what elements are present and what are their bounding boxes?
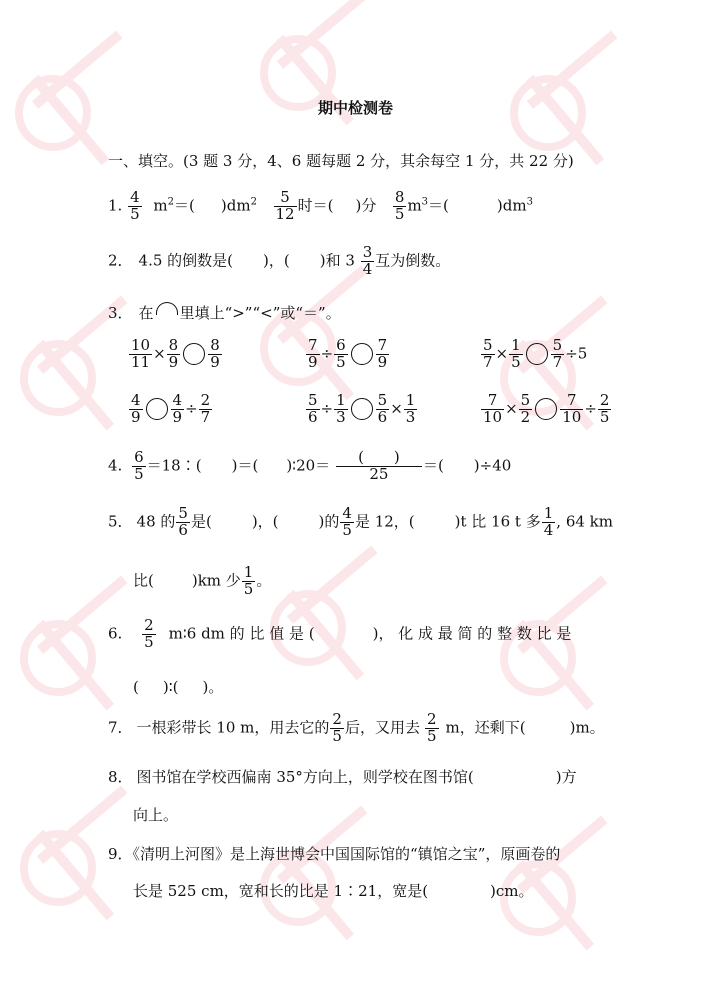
question-9-cont: 长是 525 cm，宽和长的比是 1∶21，宽是( )cm。 (133, 882, 534, 900)
answer-circle[interactable] (146, 398, 168, 420)
question-8-cont: 向上。 (133, 806, 179, 824)
comparison-f: $\frac{7}{10}$ × $\frac{5}{2}$ $\frac{7}{10}$ ÷ $\frac{2}{5}$ (483, 391, 610, 426)
comparison-c: $\frac{5}{7}$ × $\frac{1}{5}$ $\frac{5}{7}$ ÷5 (483, 336, 588, 371)
comparison-d: $\frac{4}{9}$ $\frac{4}{9}$ ÷ $\frac{2}{7}$ (131, 391, 211, 426)
question-1: 1. $\frac{4}{5}$ $m^2=$( )$dm^2$ $\frac{5}{12}$ 时＝( )分 $\frac{8}{5}$ $m^3=$( )$dm^3$ (108, 188, 533, 223)
question-3: 3． 在 里填上“>”“<”或“＝”。 (108, 304, 341, 322)
question-6: 6. $\frac{2}{5}$ m∶6 dm 的 比 值 是 ( )， 化 成 最 简 的 整 数 比 是 (108, 616, 572, 651)
answer-circle[interactable] (351, 343, 373, 365)
comparison-e: $\frac{5}{6}$ ÷ $\frac{1}{3}$ $\frac{5}{6}$ × $\frac{1}{3}$ (308, 391, 416, 426)
compare-circle-icon (156, 302, 178, 315)
fraction: $\frac{8}{5}$ (394, 188, 405, 223)
question-2: 2． 4.5 的倒数是( )，( )和 3 $\frac{3}{4}$ 互为倒数。 (108, 243, 451, 278)
comparison-b: $\frac{7}{9}$ ÷ $\frac{6}{5}$ $\frac{7}{9}$ (308, 336, 388, 371)
answer-circle[interactable] (535, 398, 557, 420)
question-4: 4. $\frac{6}{5}$ ＝18∶( )＝( )∶20＝ $\frac{( )}{25}$ ＝( )÷40 (108, 448, 512, 483)
answer-circle[interactable] (526, 343, 548, 365)
question-8: 8． 图书馆在学校西偏南 35°方向上，则学校在图书馆( )方 (108, 768, 577, 786)
question-5-cont: 比( )km 少 $\frac{1}{5}$ 。 (133, 563, 272, 598)
fraction: $\frac{4}{5}$ (130, 188, 140, 223)
page-title: 期中检测卷 (317, 99, 393, 117)
watermark (15, 45, 165, 195)
section-heading: 一、填空。(3 题 3 分，4、6 题每题 2 分，其余每空 1 分，共 22 分) (108, 152, 574, 170)
watermark (510, 45, 660, 195)
comparison-a: $\frac{10}{11}$ × $\frac{8}{9}$ $\frac{8}{9}$ (131, 336, 220, 371)
fraction: $\frac{3}{4}$ (362, 243, 373, 278)
question-5: 5． 48 的 $\frac{5}{6}$ 是( )，( )的 $\frac{4}{5}$ 是 12，( )t 比 16 t 多 $\frac{1}{4}$ , 64 km (108, 504, 613, 539)
question-6-cont: ( )∶( )。 (133, 678, 224, 696)
answer-circle[interactable] (183, 343, 205, 365)
question-7: 7． 一根彩带长 10 m，用去它的 $\frac{2}{5}$ 后，又用去 $\frac{2}{5}$ m，还剩下( )m。 (108, 710, 605, 745)
watermark (500, 310, 650, 460)
watermark (20, 310, 170, 460)
watermark (260, 5, 410, 155)
fraction: $\frac{5}{12}$ (275, 188, 295, 223)
answer-circle[interactable] (351, 398, 373, 420)
question-9: 9．《清明上河图》是上海世博会中国国际馆的“镇馆之宝”，原画卷的 (108, 845, 561, 863)
